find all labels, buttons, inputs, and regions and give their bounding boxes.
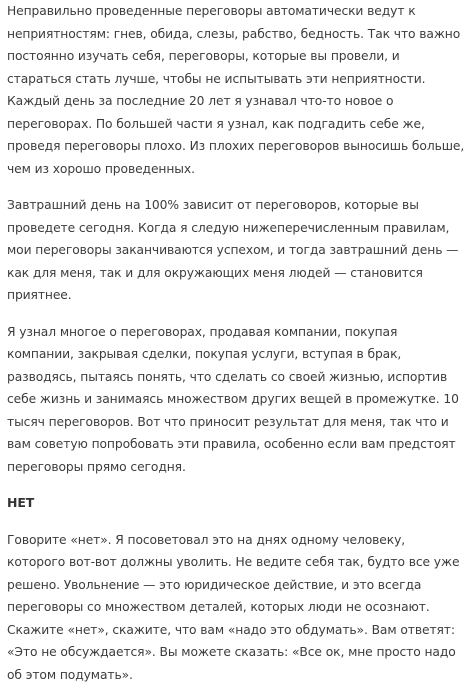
section-heading-no: НЕТ <box>7 492 467 515</box>
paragraph-intro: Неправильно проведенные переговоры автоматически ведут к неприятностям: гнев, обида, слезы, рабство, бедность. Так что важно постоянно изучать себя, переговоры, которые вы провели, и стараться стать лучше, чтобы не испытывать эти неприятности. Каждый день за последние 20 лет я узнавал что-то новое о переговорах. По большей части я узнал, как подгадить себе же, проведя переговоры плохо. Из плохих переговоров выносишь больше, чем из хорошо проведенных. <box>7 0 467 180</box>
paragraph-say-no: Говорите «нет». Я посоветовал это на днях одному человеку, которого вот-вот должны уволить. Не ведите себя так, будто все уже решено. Увольнение — это юридическое действие, и это всегда переговоры со множеством деталей, которых люди не осознают. Скажите «нет», скажите, что вам «надо это обдумать». Вам ответят: «Это не обсуждается». Вы можете сказать: «Все ок, мне просто надо об этом подумать». <box>7 529 467 686</box>
paragraph-experience: Я узнал многое о переговорах, продавая компании, покупая компании, закрывая сделки, покупая услуги, вступая в брак, разводясь, пытаясь понять, что сделать со своей жизнью, испортив себе жизнь и занимаясь множеством других вещей в промежутке. 10 тысяч переговоров. Вот что приносит результат для меня, так что и вам советую попробовать эти правила, особенно если вам предстоят переговоры прямо сегодня. <box>7 321 467 479</box>
paragraph-tomorrow: Завтрашний день на 100% зависит от переговоров, которые вы проведете сегодня. Когда я следую нижеперечисленным правилам, мои переговоры заканчиваются успехом, и тогда завтрашний день — как для меня, так и для окружающих меня людей — становится приятнее. <box>7 194 467 307</box>
